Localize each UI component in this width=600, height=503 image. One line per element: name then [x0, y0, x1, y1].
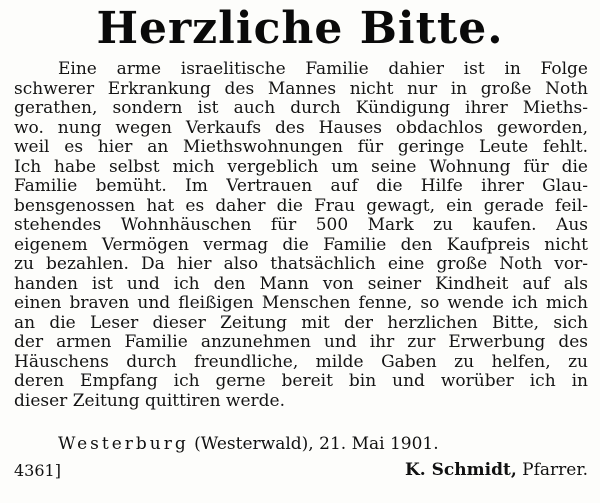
body-line: weil es hier an Miethswohnungen für geringe Leute fehlt. — [14, 138, 588, 157]
dateline-place: Westerburg — [58, 434, 189, 454]
signature-title: Pfarrer. — [522, 460, 588, 480]
body-line: bensgenossen hat es daher die Frau gewagt, ein gerade feil- — [14, 196, 588, 216]
headline: Herzliche Bitte. — [96, 3, 504, 54]
body-line: dieser Zeitung quittiren werde. — [14, 391, 286, 411]
reference-number: 4361] — [14, 461, 61, 480]
dateline-region: (Westerwald), — [194, 434, 314, 454]
dateline-date: 21. Mai 1901. — [319, 434, 439, 454]
body-line: deren Empfang ich gerne bereit bin und worüber ich in — [14, 372, 588, 391]
dateline — [58, 434, 439, 454]
body-line: schwerer Erkrankung des Mannes nicht nur in große Noth — [14, 79, 588, 99]
appeal-body — [14, 60, 588, 411]
body-line: Häuschens durch freundliche, milde Gaben zu helfen, zu — [14, 352, 588, 372]
body-line: stehendes Wohnhäuschen für 500 Mark zu kaufen. Aus — [14, 216, 588, 235]
body-line: wo. nung wegen Verkaufs des Hauses obdachlos geworden, — [14, 118, 588, 138]
body-line: zu bezahlen. Da hier also thatsächlich eine große Noth vor- — [14, 255, 588, 274]
body-line: der armen Familie anzunehmen und ihr zur Erwerbung des — [14, 333, 588, 352]
signature-name: K. Schmidt, — [405, 460, 517, 480]
body-line: Ich habe selbst mich vergeblich um seine Wohnung für die — [14, 157, 588, 177]
body-line: gerathen, sondern ist auch durch Kündigung ihrer Mieths- — [14, 99, 588, 118]
body-line: Eine arme israelitische Familie dahier ist in Folge — [58, 60, 588, 79]
body-line: einen braven und fleißigen Menschen fenne, so wende ich mich — [14, 294, 588, 313]
body-line: an die Leser dieser Zeitung mit der herzlichen Bitte, sich — [14, 313, 588, 333]
signature — [405, 459, 588, 481]
body-line: Familie bemüht. Im Vertrauen auf die Hilfe ihrer Glau- — [14, 177, 588, 196]
body-line: eigenem Vermögen vermag die Familie den Kaufpreis nicht — [14, 235, 588, 255]
body-line: handen ist und ich den Mann von seiner Kindheit auf als — [14, 274, 588, 294]
